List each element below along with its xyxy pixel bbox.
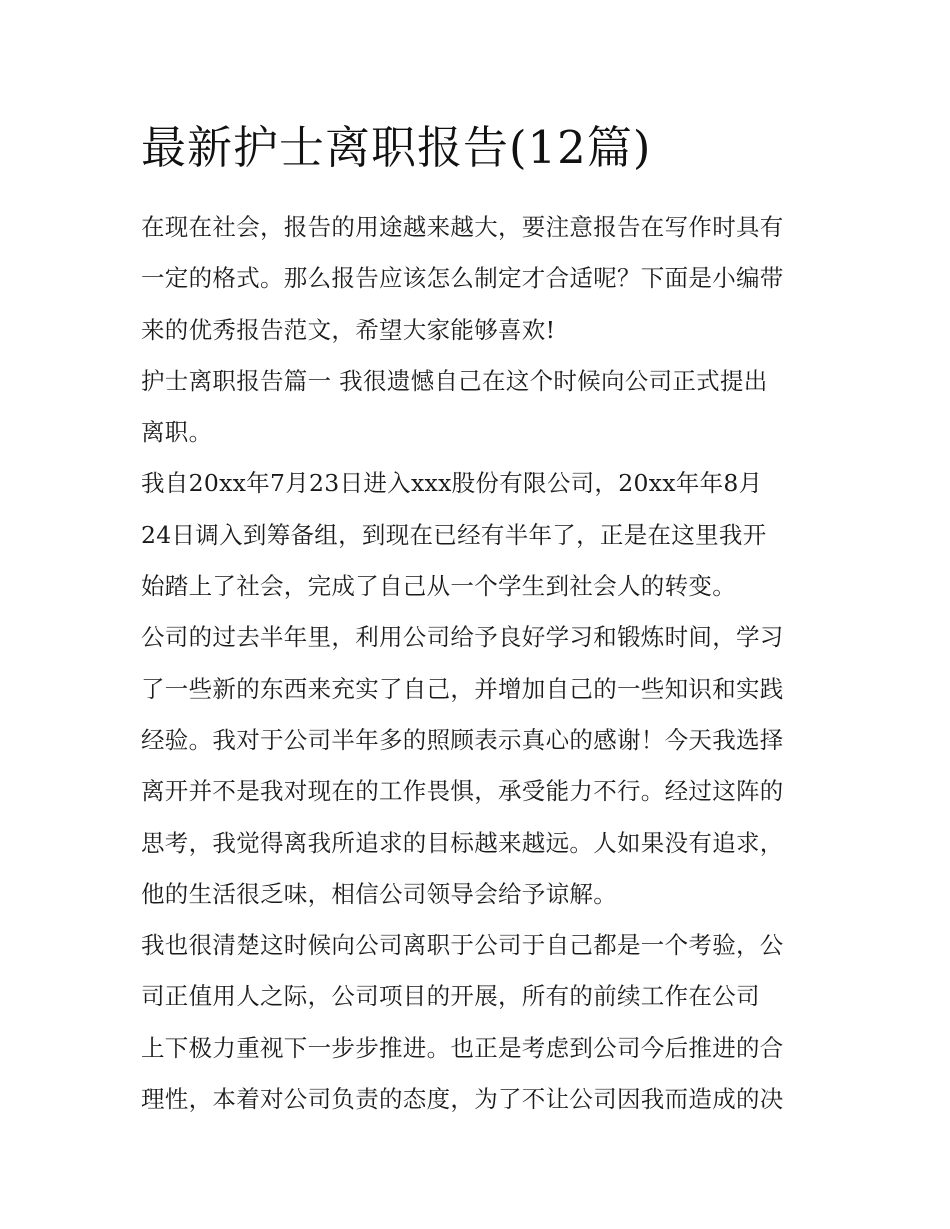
text-line: 思考，我觉得离我所追求的目标越来越远。人如果没有追求，	[141, 828, 784, 857]
text-line: 他的生活很乏味，相信公司领导会给予谅解。	[141, 879, 617, 908]
text-line: 经验。我对于公司半年多的照顾表示真心的感谢！今天我选择	[141, 725, 784, 754]
text-line: 离开并不是我对现在的工作畏惧，承受能力不行。经过这阵的	[141, 777, 784, 806]
text-line: 我也很清楚这时候向公司离职于公司于自己都是一个考验，公	[141, 931, 784, 960]
document-body	[141, 112, 813, 1125]
text-line: 来的优秀报告范文，希望大家能够喜欢!	[141, 315, 556, 344]
text-line: 24日调入到筹备组，到现在已经有半年了，正是在这里我开	[141, 520, 767, 549]
text-line: 在现在社会，报告的用途越来越大，要注意报告在写作时具有	[141, 213, 784, 241]
document-title: 最新护士离职报告(12篇)	[141, 121, 652, 174]
text-line: 公司的过去半年里，利用公司给予良好学习和锻炼时间，学习	[141, 623, 784, 652]
text-line: 护士离职报告篇一 我很遗憾自己在这个时候向公司正式提出	[141, 366, 768, 395]
text-line: 了一些新的东西来充实了自己，并增加自己的一些知识和实践	[141, 674, 784, 703]
document-text	[141, 202, 813, 1125]
text-line: 离职。	[141, 418, 213, 447]
text-line: 始踏上了社会，完成了自己从一个学生到社会人的转变。	[141, 572, 736, 601]
text-line: 理性，本着对公司负责的态度，为了不让公司因我而造成的决	[141, 1085, 784, 1114]
text-line: 我自20xx年7月23日进入xxx股份有限公司，20xx年年8月	[141, 469, 763, 498]
text-line: 一定的格式。那么报告应该怎么制定才合适呢？下面是小编带	[141, 264, 784, 293]
text-line: 上下极力重视下一步步推进。也正是考虑到公司今后推进的合	[141, 1033, 784, 1062]
text-line: 司正值用人之际，公司项目的开展，所有的前续工作在公司	[141, 982, 760, 1011]
